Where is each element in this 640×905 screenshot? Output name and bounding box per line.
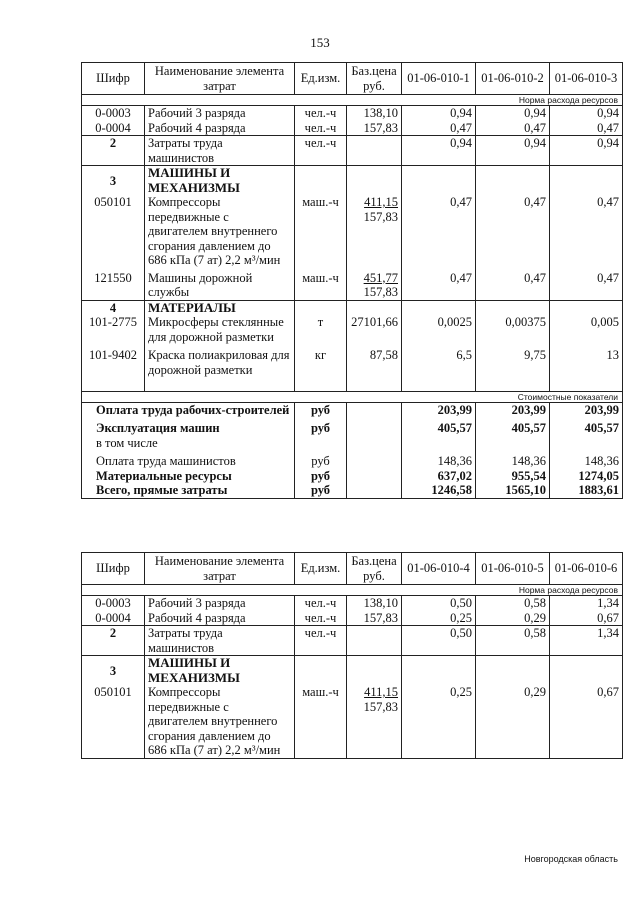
cost-name: Оплата труда машинистов: [82, 450, 295, 469]
row-value: 1,34: [550, 626, 623, 656]
row-name: МАШИНЫ И МЕХАНИЗМЫ: [145, 656, 295, 686]
cost-value: 405,57: [402, 417, 476, 436]
cost-name: Материальные ресурсы: [82, 469, 295, 484]
cost-unit: руб: [295, 483, 347, 498]
row-value: 0,47: [402, 121, 476, 136]
row-name: Микросферы стеклянные для дорожной разметки: [145, 315, 295, 344]
row-value: 0,94: [476, 136, 550, 166]
col-header-price: Баз.цена руб.: [347, 553, 402, 585]
row-value: 0,58: [476, 596, 550, 611]
row-name: Рабочий 4 разряда: [145, 121, 295, 136]
row-name: Затраты труда машинистов: [145, 626, 295, 656]
col-header-norm-6: 01-06-010-6: [550, 553, 623, 585]
band-label: Стоимостные показатели: [82, 391, 623, 402]
table-row: [82, 626, 623, 656]
table-row: [82, 136, 623, 166]
cost-value: 203,99: [476, 402, 550, 417]
row-unit: чел.-ч: [295, 611, 347, 626]
row-price: 138,10: [347, 596, 402, 611]
page-number: 153: [310, 35, 330, 50]
col-header-name: Наименование элемента затрат: [145, 553, 295, 585]
resource-table-1: [81, 62, 623, 499]
cost-row: [82, 450, 623, 469]
col-header-unit: Ед.изм.: [295, 553, 347, 585]
cost-value: 637,02: [402, 469, 476, 484]
cost-name: Оплата труда рабочих-строителей: [82, 402, 295, 417]
row-name: МАТЕРИАЛЫ: [145, 300, 295, 315]
row-price: [347, 626, 402, 656]
cost-row: [82, 469, 623, 484]
table-row: [82, 315, 623, 344]
col-header-name: Наименование элемента затрат: [145, 63, 295, 95]
table-row: [82, 268, 623, 301]
col-header-norm-1: 01-06-010-1: [402, 63, 476, 95]
row-price: 138,10: [347, 106, 402, 121]
table-row: [82, 685, 623, 758]
cost-value: 405,57: [476, 417, 550, 436]
row-code: 2: [82, 136, 145, 166]
col-header-unit: Ед.изм.: [295, 63, 347, 95]
cost-row: [82, 436, 623, 451]
row-value: 0,67: [550, 611, 623, 626]
row-name: Затраты труда машинистов: [145, 136, 295, 166]
row-price: 27101,66: [347, 315, 402, 344]
cost-row: [82, 483, 623, 498]
price-machine: 411,15: [364, 195, 398, 209]
cost-value: 1565,10: [476, 483, 550, 498]
row-code: 0-0003: [82, 596, 145, 611]
cost-name: Эксплуатация машин: [82, 417, 295, 436]
table-header-row: [82, 63, 623, 95]
row-code: 0-0004: [82, 611, 145, 626]
col-header-code: Шифр: [82, 63, 145, 95]
row-unit: кг: [295, 344, 347, 381]
cost-value: 1883,61: [550, 483, 623, 498]
footer-region: Новгородская область: [524, 854, 618, 864]
row-code: 4: [82, 300, 145, 315]
col-header-norm-3: 01-06-010-3: [550, 63, 623, 95]
section-row-materials: [82, 300, 623, 315]
section-band-cost: [82, 391, 623, 402]
row-code: 3: [82, 166, 145, 196]
price-machine: 451,77: [363, 270, 398, 285]
row-value: 0,47: [550, 268, 623, 301]
row-code: 2: [82, 626, 145, 656]
row-price: [347, 195, 402, 268]
row-code: 050101: [82, 195, 145, 268]
row-value: 0,29: [476, 685, 550, 758]
row-unit: маш.-ч: [295, 685, 347, 758]
cost-row: [82, 402, 623, 417]
row-unit: чел.-ч: [295, 106, 347, 121]
section-row-machines: [82, 656, 623, 686]
row-value: 0,25: [402, 685, 476, 758]
cost-name: в том числе: [82, 436, 295, 451]
table-row: [82, 121, 623, 136]
row-unit: маш.-ч: [295, 195, 347, 268]
cost-value: 203,99: [550, 402, 623, 417]
row-value: 0,94: [402, 106, 476, 121]
row-value: 0,94: [550, 106, 623, 121]
row-code: 101-9402: [82, 344, 145, 381]
row-price: 157,83: [347, 121, 402, 136]
row-code: 0-0004: [82, 121, 145, 136]
row-name: Рабочий 4 разряда: [145, 611, 295, 626]
row-value: 0,67: [550, 685, 623, 758]
row-name: Компрессоры передвижные с двигателем внутреннего сгорания давлением до 686 кПа (7 ат) 2,2 м³/мин: [145, 685, 295, 758]
row-code: 121550: [82, 268, 145, 301]
resource-table-2: [81, 552, 623, 759]
row-code: 0-0003: [82, 106, 145, 121]
row-value: 1,34: [550, 596, 623, 611]
col-header-code: Шифр: [82, 553, 145, 585]
row-value: 9,75: [476, 344, 550, 381]
section-band-norma: [82, 95, 623, 106]
section-row-machines: [82, 166, 623, 196]
row-value: 0,50: [402, 626, 476, 656]
table-row: [82, 611, 623, 626]
row-name: Рабочий 3 разряда: [145, 596, 295, 611]
row-value: 13: [550, 344, 623, 381]
row-value: 0,58: [476, 626, 550, 656]
row-unit: чел.-ч: [295, 626, 347, 656]
row-value: 0,47: [476, 121, 550, 136]
row-value: 0,00375: [476, 315, 550, 344]
row-value: 0,94: [402, 136, 476, 166]
cost-value: 405,57: [550, 417, 623, 436]
row-unit: чел.-ч: [295, 136, 347, 166]
table-row: [82, 195, 623, 268]
row-code: 101-2775: [82, 315, 145, 344]
row-name: Компрессоры передвижные с двигателем внутреннего сгорания давлением до 686 кПа (7 ат) 2,2 м³/мин: [145, 195, 295, 268]
price-labor: 157,83: [363, 699, 398, 714]
row-price: [347, 685, 402, 758]
col-header-price: Баз.цена руб.: [347, 63, 402, 95]
cost-unit: руб: [295, 417, 347, 436]
row-value: 0,47: [550, 121, 623, 136]
cost-value: 1246,58: [402, 483, 476, 498]
row-code: 3: [82, 656, 145, 686]
row-value: 0,47: [402, 268, 476, 301]
table-row: [82, 344, 623, 381]
row-name: Рабочий 3 разряда: [145, 106, 295, 121]
table-row: [82, 106, 623, 121]
row-price: 87,58: [347, 344, 402, 381]
col-header-norm-5: 01-06-010-5: [476, 553, 550, 585]
col-header-norm-2: 01-06-010-2: [476, 63, 550, 95]
cost-value: 148,36: [550, 450, 623, 469]
row-value: 0,94: [476, 106, 550, 121]
row-value: 0,25: [402, 611, 476, 626]
row-unit: чел.-ч: [295, 121, 347, 136]
row-value: 0,47: [550, 195, 623, 268]
table-row: [82, 596, 623, 611]
row-price: [347, 136, 402, 166]
row-code: 050101: [82, 685, 145, 758]
row-value: 6,5: [402, 344, 476, 381]
row-name: МАШИНЫ И МЕХАНИЗМЫ: [145, 166, 295, 196]
cost-value: 955,54: [476, 469, 550, 484]
row-unit: маш.-ч: [295, 268, 347, 301]
cost-row: [82, 417, 623, 436]
cost-unit: руб: [295, 402, 347, 417]
row-name: Машины дорожной службы: [145, 268, 295, 301]
row-value: 0,005: [550, 315, 623, 344]
cost-value: 1274,05: [550, 469, 623, 484]
col-header-norm-4: 01-06-010-4: [402, 553, 476, 585]
section-band-norma: [82, 585, 623, 596]
cost-unit: руб: [295, 450, 347, 469]
row-price: 157,83: [347, 611, 402, 626]
row-value: 0,29: [476, 611, 550, 626]
row-value: 0,47: [476, 195, 550, 268]
cost-value: 148,36: [476, 450, 550, 469]
row-value: 0,47: [402, 195, 476, 268]
row-value: 0,94: [550, 136, 623, 166]
price-labor: 157,83: [363, 285, 398, 299]
row-name: Краска полиакриловая для дорожной разметки: [145, 344, 295, 381]
row-unit: чел.-ч: [295, 596, 347, 611]
band-label: Норма расхода ресурсов: [82, 95, 623, 106]
row-value: 0,47: [476, 268, 550, 301]
cost-name: Всего, прямые затраты: [82, 483, 295, 498]
cost-value: 148,36: [402, 450, 476, 469]
price-labor: 157,83: [363, 209, 398, 224]
price-machine: 411,15: [364, 685, 398, 699]
row-unit: т: [295, 315, 347, 344]
cost-unit: руб: [295, 469, 347, 484]
cost-value: 203,99: [402, 402, 476, 417]
row-value: 0,0025: [402, 315, 476, 344]
row-price: [347, 268, 402, 301]
row-value: 0,50: [402, 596, 476, 611]
band-label: Норма расхода ресурсов: [82, 585, 623, 596]
table-header-row: [82, 553, 623, 585]
